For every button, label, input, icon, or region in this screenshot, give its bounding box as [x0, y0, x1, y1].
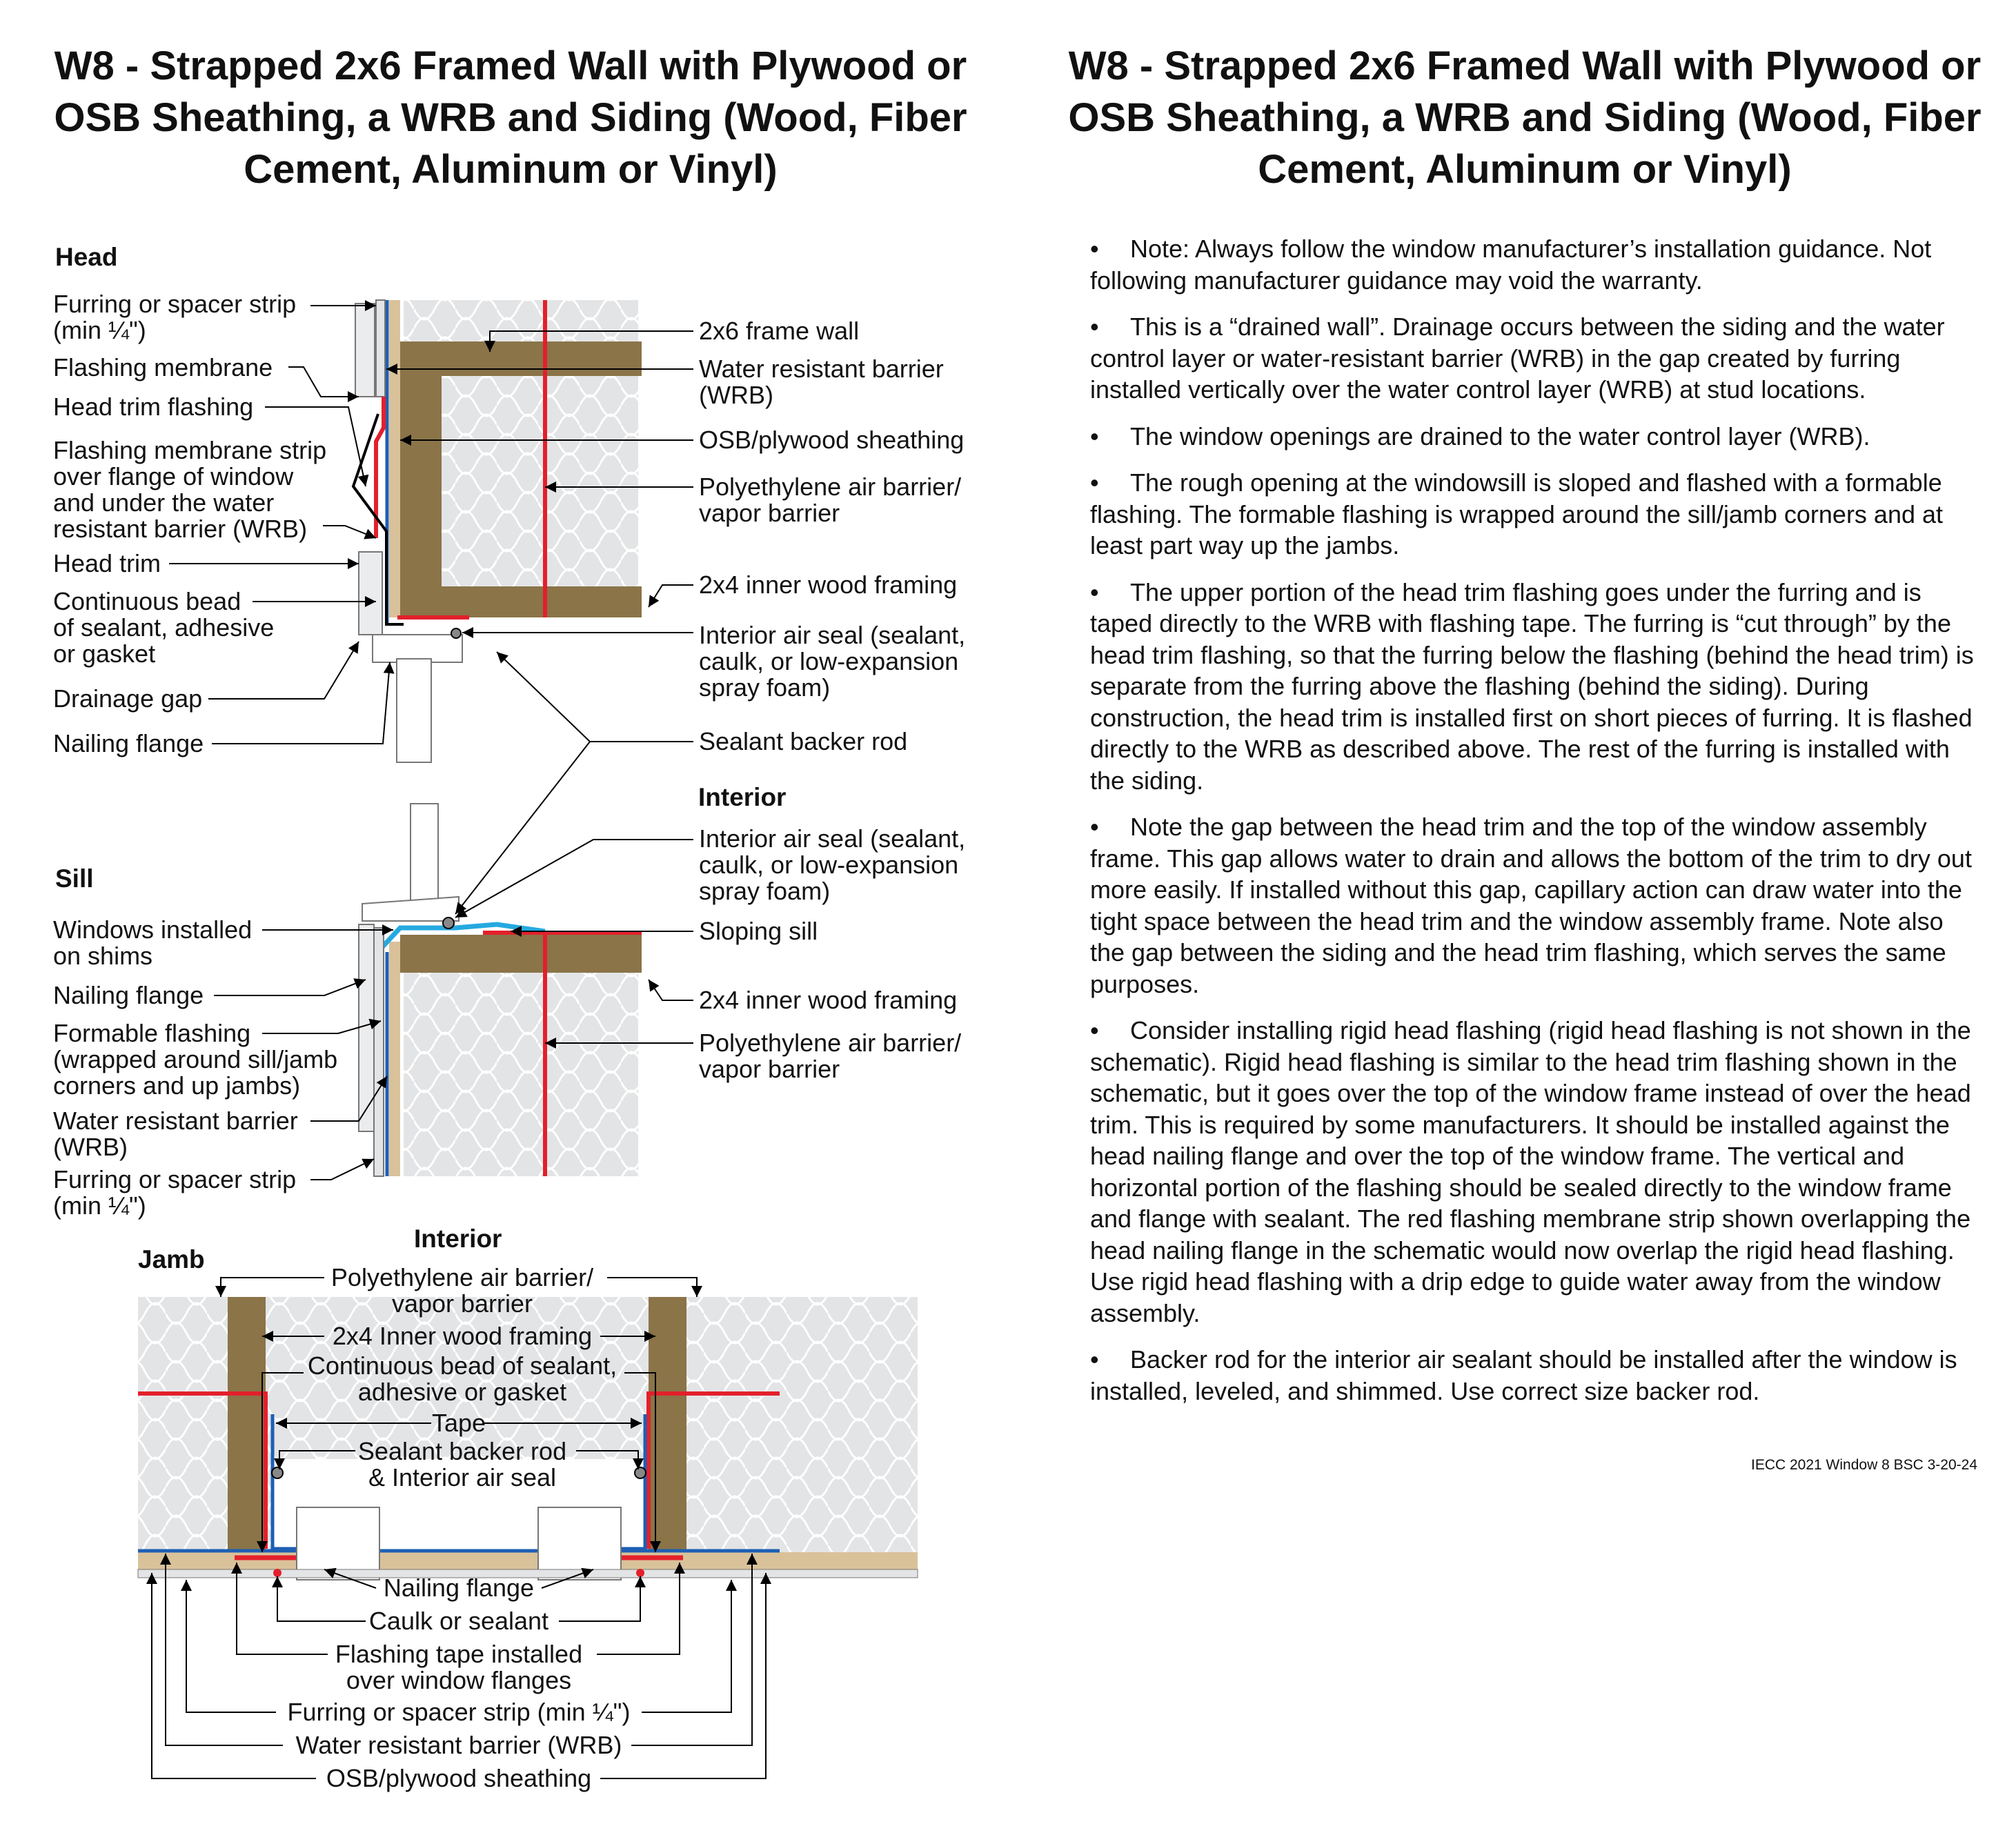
jamb-left-backer-rod-icon [272, 1467, 283, 1478]
sill-label-nailing-flange: Nailing flange [53, 981, 204, 1009]
jamb-label-backer-rod: Sealant backer rod & Interior air seal [357, 1437, 567, 1491]
head-label-flashing-membrane-strip: Flashing membrane strip over flange of window and under the water resistant barrier (WRB) [53, 436, 327, 543]
sill-label-formable-flashing: Formable flashing (wrapped around sill/jamb corners and up jambs) [53, 1019, 338, 1100]
jamb-right-window-frame [538, 1507, 621, 1580]
jamb-label-flashing-tape: Flashing tape installed over window flanges [335, 1640, 583, 1694]
jamb-left-stud [228, 1297, 266, 1552]
head-label-drainage-gap: Drainage gap [53, 684, 203, 713]
head-stud [400, 376, 442, 590]
head-label-inner-framing: 2x4 inner wood framing [699, 571, 958, 599]
sill-section [359, 804, 642, 1176]
jamb-label-osb: OSB/plywood sheathing [326, 1764, 592, 1792]
note-item: • Consider installing rigid head flashing (rigid head flashing is not shown in the schematic). Rigid head flashing is similar to the head trim flashing shown in the schematic, but it goes over the top of the window frame instead of over the head trim. This is required by some manufacturers. It should be installed against the head nailing flange and over the top of the window frame. The vertical and horizontal portion of the flashing should be sealed directly to the window frame and flange with sealant. The red flashing membrane strip shown overlapping the head nailing flange in the schematic would now overlap the rigid head flashing. Use rigid head flashing with a drip edge to guide water away from the window assembly. [1090, 1016, 1971, 1327]
head-inner-framing [400, 586, 642, 617]
jamb-left-caulk-icon [273, 1569, 281, 1577]
sill-label-sloping-sill: Sloping sill [699, 917, 818, 945]
head-label-air-seal: Interior air seal (sealant, caulk, or low-expansion spray foam) [699, 621, 966, 702]
head-label-frame-wall: 2x6 frame wall [699, 317, 860, 345]
bullet-icon: • [1090, 235, 1099, 263]
sill-window-frame [362, 897, 459, 921]
jamb-label-wrb: Water resistant barrier (WRB) [295, 1731, 622, 1759]
notes-list [1090, 233, 1980, 1422]
section-head: Head [55, 243, 118, 271]
footer-reference: IECC 2021 Window 8 BSC 3-20-24 [1751, 1457, 1977, 1473]
jamb-label-inner-framing: 2x4 Inner wood framing [332, 1322, 593, 1350]
note-item: • Backer rod for the interior air sealant should be installed after the window is installed, leveled, and shimmed. Use correct size backer rod. [1090, 1345, 1957, 1405]
bullet-icon: • [1090, 422, 1099, 450]
head-top-plate [400, 341, 642, 376]
head-trim [359, 552, 382, 635]
title-right: W8 - Strapped 2x6 Framed Wall with Plywood or OSB Sheathing, a WRB and Siding (Wood, Fiber Cement, Aluminum or Vinyl) [1068, 43, 1982, 192]
jamb-label-continuous-bead: Continuous bead of sealant, adhesive or gasket [307, 1351, 617, 1406]
head-furring [376, 300, 385, 397]
note-item: • This is a “drained wall”. Drainage occurs between the siding and the water control layer or water-resistant barrier (WRB) in the gap created by furring installed vertically over the water control layer (WRB) at stud locations. [1090, 313, 1945, 404]
jamb-left-window-frame [297, 1507, 379, 1580]
section-interior-upper: Interior [698, 783, 787, 811]
jamb-right-stud [649, 1297, 686, 1552]
sill-label-air-seal: Interior air seal (sealant, caulk, or low-expansion spray foam) [699, 824, 966, 905]
head-label-wrb: Water resistant barrier (WRB) [699, 355, 944, 409]
head-label-continuous-bead: Continuous bead of sealant, adhesive or gasket [53, 587, 275, 668]
jamb-label-furring: Furring or spacer strip (min ¼") [287, 1698, 631, 1726]
jamb-osb [138, 1552, 918, 1569]
sill-label-shims: Windows installed on shims [53, 915, 253, 970]
note-item: • Note the gap between the head trim and the top of the window assembly frame. This gap allows water to drain and allows the bottom of the trim to dry out more easily. If installed without this gap, capillary action can draw water into the tight space between the head trim and the window assembly frame. Note also the gap between the siding and the head trim flashing, which serves the same purposes. [1090, 813, 1972, 998]
bullet-icon: • [1090, 577, 1099, 606]
sill-label-inner-framing: 2x4 inner wood framing [699, 986, 958, 1014]
head-backer-rod-icon [451, 628, 461, 638]
title-left: W8 - Strapped 2x6 Framed Wall with Plywood or OSB Sheathing, a WRB and Siding (Wood, Fiber Cement, Aluminum or Vinyl) [54, 43, 967, 192]
note-item: • Note: Always follow the window manufacturer’s installation guidance. Not following manufacturer guidance may void the warranty. [1090, 235, 1932, 295]
head-label-head-trim: Head trim [53, 549, 161, 577]
jamb-label-caulk: Caulk or sealant [368, 1607, 549, 1635]
head-label-flashing-membrane: Flashing membrane [53, 353, 273, 381]
jamb-right-caulk-icon [636, 1569, 644, 1577]
sill-inner-framing [400, 935, 642, 973]
section-jamb: Jamb [138, 1245, 205, 1273]
head-label-poly: Polyethylene air barrier/ vapor barrier [699, 473, 962, 527]
head-label-nailing-flange: Nailing flange [53, 729, 204, 757]
sill-furring [374, 928, 384, 1176]
head-osb [389, 300, 400, 617]
section-sill: Sill [55, 864, 94, 893]
note-item: • The upper portion of the head trim flashing goes under the furring and is taped directly to the WRB with flashing tape. The furring is “cut through” by the head trim flashing, so that the furring below the flashing (behind the head trim) is separate from the furring above the flashing (behind the siding). During construction, the head trim is installed first on short pieces of furring. It is flashed directly to the WRB as described above. The rest of the furring is installed with the siding. [1090, 577, 1974, 795]
bullet-icon: • [1090, 1016, 1099, 1044]
bullet-icon: • [1090, 468, 1099, 497]
note-item: • The rough opening at the windowsill is sloped and flashed with a formable flashing. The formable flashing is wrapped around the sill/jamb corners and at least part way up the jambs. [1090, 468, 1944, 559]
sill-label-poly: Polyethylene air barrier/ vapor barrier [699, 1029, 962, 1083]
head-siding [355, 304, 375, 397]
bullet-icon: • [1090, 813, 1099, 841]
sill-label-furring-strip: Furring or spacer strip (min ¼") [53, 1165, 297, 1220]
head-label-head-trim-flashing: Head trim flashing [53, 393, 254, 421]
sill-backer-rod-icon [443, 918, 454, 929]
jamb-label-poly: Polyethylene air barrier/ vapor barrier [330, 1263, 594, 1318]
head-label-backer-rod: Sealant backer rod [699, 727, 908, 755]
sill-label-wrb: Water resistant barrier (WRB) [53, 1107, 298, 1161]
bullet-icon: • [1090, 313, 1099, 341]
bullet-icon: • [1090, 1345, 1099, 1374]
jamb-label-nailing-flange: Nailing flange [383, 1574, 535, 1602]
jamb-right-backer-rod-icon [635, 1467, 646, 1478]
jamb-label-tape: Tape [431, 1409, 486, 1437]
note-item: • The window openings are drained to the water control layer (WRB). [1090, 421, 1980, 453]
head-label-osb: OSB/plywood sheathing [699, 426, 965, 454]
head-label-furring-strip: Furring or spacer strip (min ¼") [53, 290, 297, 344]
section-interior-jamb: Interior [414, 1225, 502, 1253]
